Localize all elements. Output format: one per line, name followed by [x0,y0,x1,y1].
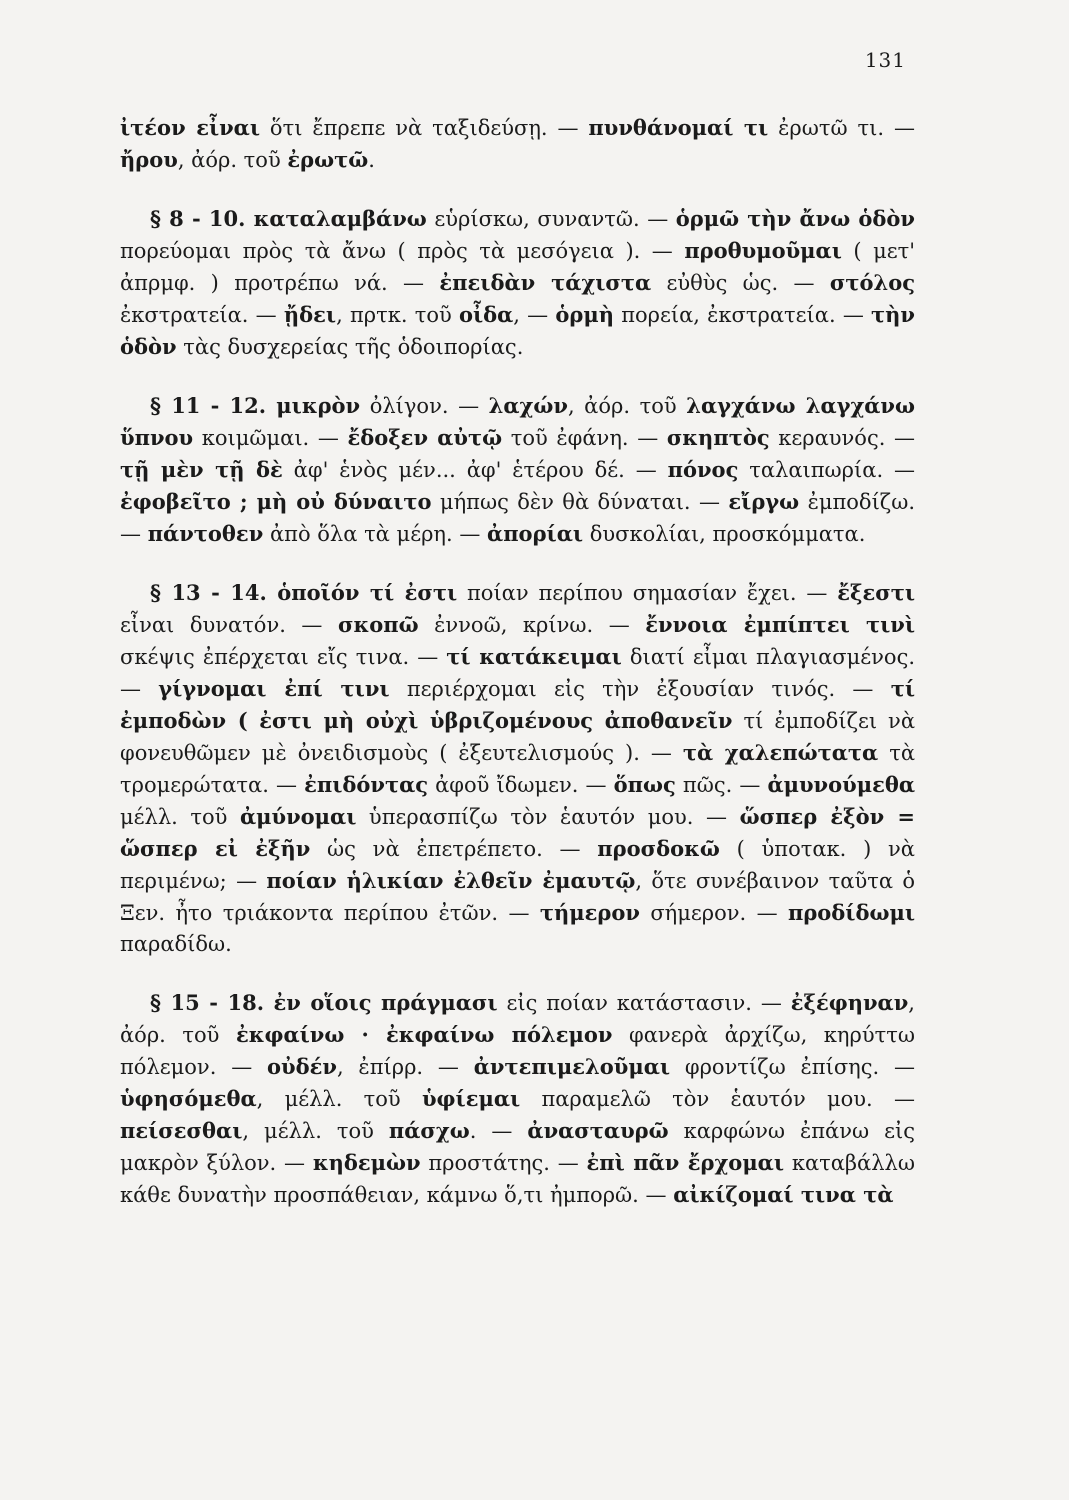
glossary-term: § 11 - 12. μικρὸν [150,393,361,418]
glossary-definition: δυσκολίαι, προσκόμματα. [583,522,866,546]
glossary-term: αἰκίζομαί τινα τὰ [673,1182,894,1207]
glossary-term: ἐκφαίνω · ἐκφαίνω πόλεμον [235,1022,613,1047]
continuation-paragraph [120,112,915,176]
glossary-definition: ὅτι ἔπρεπε νὰ ταξιδεύσῃ. — [260,116,589,140]
glossary-definition: εἰς ποίαν κατάστασιν. — [497,991,791,1015]
glossary-term: προδίδωμι [787,900,915,925]
glossary-definition: , ἀόρ. τοῦ [120,991,915,1047]
glossary-definition: τοῦ ἐφάνη. — [502,426,667,450]
glossary-term: ὅπως [613,772,676,797]
glossary-term: ἀντεπιμελοῦμαι [473,1054,671,1079]
glossary-definition: παραδίδω. [120,932,232,956]
glossary-definition: ( ὑποτακ. ) νὰ περιμένω; — [120,837,915,893]
glossary-definition: καταβάλλω κάθε δυνατὴν προσπάθειαν, κάμνω ὅ,τι ἠμπορῶ. — [120,1151,915,1207]
glossary-term: ἐξέφηναν [790,990,909,1015]
glossary-definition: ἐμποδίζω. — [120,490,915,546]
glossary-term: ἐπειδὰν τάχιστα [439,270,652,295]
glossary-definition: ( μετ' ἀπρμφ. ) προτρέπω νά. — [120,239,915,295]
glossary-term: τί κατάκειμαι [446,644,622,669]
glossary-term: τὴν ὁδὸν [120,302,915,359]
glossary-definition: κεραυνός. — [769,426,916,450]
glossary-definition: σκέψις ἐπέρχεται εἴς τινα. — [120,645,447,669]
glossary-definition: φροντίζω ἐπίσης. — [670,1055,916,1079]
glossary-term: πείσεσθαι [120,1118,243,1143]
glossary-term: λαχών [488,393,568,418]
glossary-definition: , ἀόρ. τοῦ [567,394,687,418]
section-paragraph [120,577,915,960]
glossary-definition: κοιμῶμαι. — [193,426,348,450]
section-paragraph [120,987,915,1211]
glossary-term: τί ἐμποδὼν ( ἐστι μὴ οὐχὶ ὑβριζομένους ἀποθανεῖν [120,676,915,733]
glossary-definition: , ὅτε συνέβαινον ταῦτα ὁ Ξεν. ἦτο τριάκοντα περίπου ἐτῶν. — [120,869,915,925]
glossary-term: ὑφίεμαι [421,1086,521,1111]
glossary-term: τήμερον [539,900,640,925]
glossary-definition: . [368,148,375,172]
glossary-term: ἤρου [120,147,178,172]
glossary-definition: , πρτκ. τοῦ [336,303,459,327]
glossary-definition: περιέρχομαι εἰς τὴν ἐξουσίαν τινός. — [389,677,891,701]
glossary-term: ὁρμῶ τὴν ἄνω ὁδὸν [675,206,915,231]
glossary-term: ἔδοξεν αὐτῷ [347,425,503,450]
glossary-term: προθυμοῦμαι [684,238,842,263]
glossary-definition: , μέλλ. τοῦ [256,1087,422,1111]
glossary-definition: διατί εἶμαι πλαγιασμένος. — [120,645,916,701]
glossary-definition: . — [469,1119,528,1143]
glossary-definition: τὰς δυσχερείας τῆς ὁδοιπορίας. [176,335,524,359]
glossary-term: προσδοκῶ [597,836,720,861]
glossary-term: πάντοθεν [147,521,264,546]
glossary-term: λαγχάνω λαγχάνω ὕπνου [120,393,916,450]
glossary-definition: , ἀόρ. τοῦ [177,148,288,172]
glossary-definition: πορεία, ἐκστρατεία. — [614,303,872,327]
glossary-definition: προστάτης. — [420,1151,587,1175]
glossary-term: στόλος [829,270,916,295]
glossary-definition: παραμελῶ τὸν ἑαυτόν μου. — [520,1087,915,1111]
glossary-definition: ἐκστρατεία. — [120,303,284,327]
glossary-definition: σήμερον. — [639,901,788,925]
glossary-term: ἐπιδόντας [304,772,429,797]
glossary-text [120,112,915,1211]
glossary-term: τῇ μὲν τῇ δὲ [120,457,283,482]
glossary-definition: ἐρωτῶ τι. — [768,116,915,140]
glossary-definition: τὰ τρομερώτατα. — [120,741,915,797]
glossary-definition: ἐννοῶ, κρίνω. — [418,613,646,637]
glossary-term: ποίαν ἡλικίαν ἐλθεῖν ἐμαυτῷ [266,868,636,893]
glossary-definition: εἶναι δυνατόν. — [120,613,338,637]
glossary-term: ἰτέον εἶναι [120,115,261,140]
glossary-definition: μέλλ. τοῦ [120,805,240,829]
glossary-definition: πορεύομαι πρὸς τὰ ἄνω ( πρὸς τὰ μεσόγεια ). — [120,239,685,263]
glossary-definition: εὐθὺς ὡς. — [651,271,830,295]
glossary-term: κηδεμὼν [312,1150,421,1175]
glossary-definition: ἀφ' ἑνὸς μέν... ἀφ' ἑτέρου δέ. — [282,458,668,482]
glossary-term: ἐρωτῶ [287,147,369,172]
glossary-term: ὥσπερ ἐξὸν = ὥσπερ εἰ ἐξῆν [120,804,915,861]
glossary-term: σκηπτὸς [666,425,770,450]
glossary-definition: , μέλλ. τοῦ [242,1119,389,1143]
glossary-definition: φανερὰ ἀρχίζω, κηρύττω πόλεμον. — [120,1023,915,1079]
glossary-definition: ποίαν περίπου σημασίαν ἔχει. — [457,581,838,605]
glossary-term: εἴργω [728,489,800,514]
glossary-definition: , — [513,303,556,327]
glossary-term: § 13 - 14. ὁποῖόν τί ἐστι [150,580,458,605]
glossary-term: ἀμύνομαι [239,804,357,829]
glossary-definition: ὡς νὰ ἐπετρέπετο. — [310,837,598,861]
glossary-definition: ὑπερασπίζω τὸν ἑαυτόν μου. — [356,805,740,829]
glossary-definition: πῶς. — [675,773,768,797]
glossary-definition: καρφώνω ἐπάνω εἰς μακρὸν ξύλον. — [120,1119,915,1175]
glossary-term: οὐδέν [267,1054,337,1079]
glossary-term: πόνος [667,457,739,482]
glossary-definition: ὀλίγον. — [360,394,489,418]
section-paragraph [120,203,915,363]
glossary-term: πυνθάνομαί τι [588,115,769,140]
glossary-definition: ἀπὸ ὅλα τὰ μέρη. — [263,522,488,546]
glossary-term: ἐφοβεῖτο ; μὴ οὐ δύναιτο [120,489,432,514]
glossary-definition: τί ἐμποδίζει νὰ φονευθῶμεν μὲ ὀνειδισμοὺς ( ἐξευτελισμούς ). — [120,709,916,765]
glossary-definition: εὑρίσκω, συναντῶ. — [426,207,676,231]
glossary-definition: μήπως δὲν θὰ δύναται. — [431,490,729,514]
glossary-term: § 15 - 18. ἐν οἵοις πράγμασι [150,990,498,1015]
glossary-term: ἐπὶ πᾶν ἔρχομαι [586,1150,785,1175]
glossary-term: ὁρμὴ [555,302,614,327]
glossary-term: τὰ χαλεπώτατα [682,740,879,765]
glossary-term: ὑφησόμεθα [120,1086,257,1111]
glossary-term: ᾔδει [283,302,337,327]
glossary-definition: , ἐπίρρ. — [336,1055,474,1079]
glossary-term: ἔξεστι [837,580,915,605]
glossary-term: § 8 - 10. καταλαμβάνω [150,206,427,231]
glossary-term: ἀμυνούμεθα [767,772,916,797]
glossary-definition: ἀφοῦ ἴδωμεν. — [428,773,614,797]
glossary-term: ἔννοια ἐμπίπτει τινὶ [645,612,915,637]
page-number: 131 [864,48,906,72]
glossary-term: σκοπῶ [337,612,419,637]
glossary-term: ἀπορίαι [487,521,584,546]
glossary-term: ἀνασταυρῶ [527,1118,669,1143]
glossary-definition: ταλαιπωρία. — [738,458,915,482]
glossary-term: γίγνομαι ἐπί τινι [158,676,390,701]
glossary-term: πάσχω [388,1118,470,1143]
glossary-term: οἶδα [458,302,514,327]
section-paragraph [120,390,915,550]
